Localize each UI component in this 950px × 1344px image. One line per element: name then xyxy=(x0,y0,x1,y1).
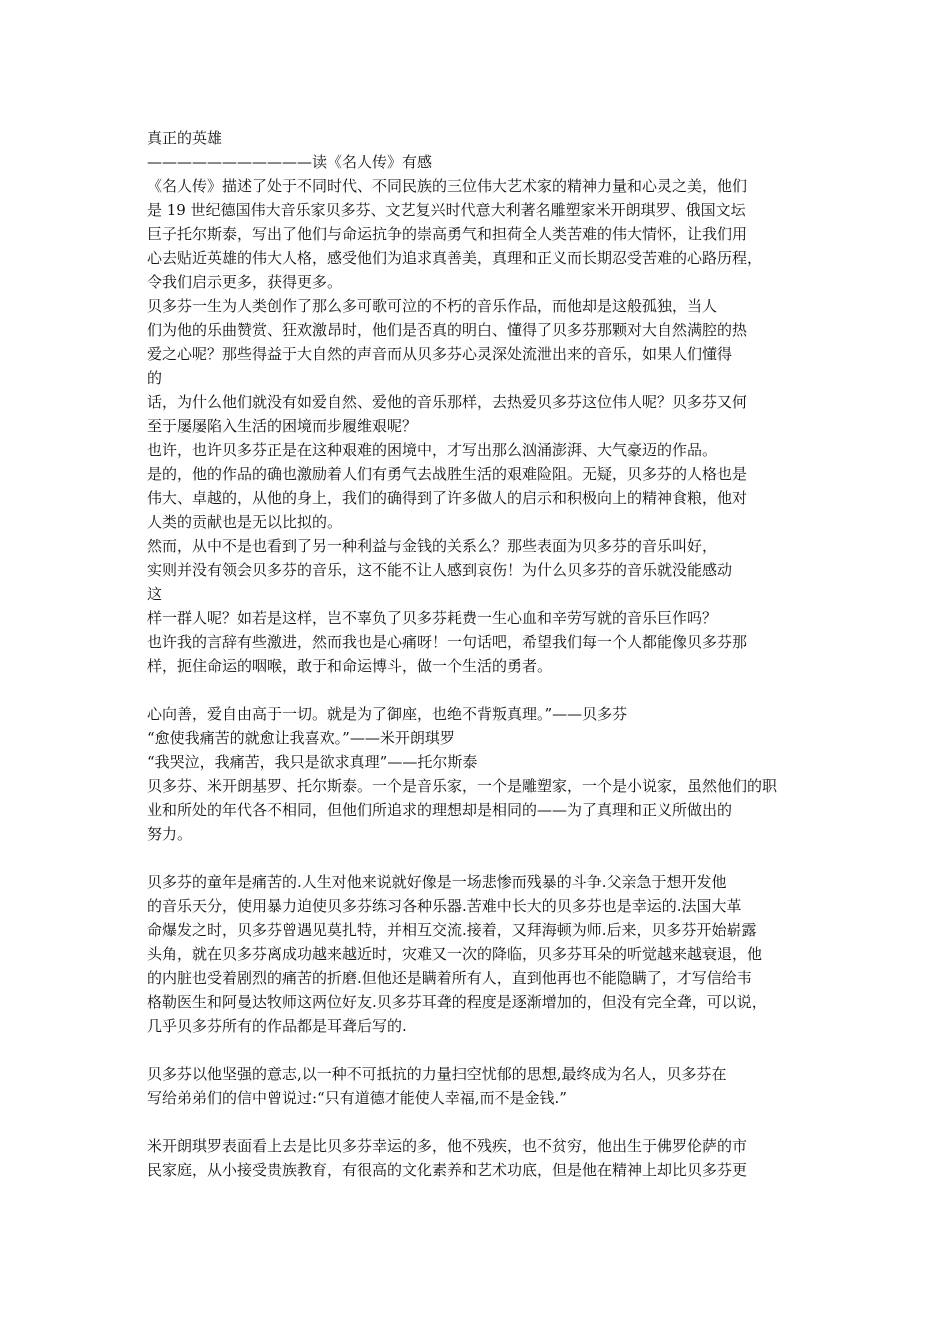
text-line: 们为他的乐曲赞赏、狂欢激昂时，他们是否真的明白、懂得了贝多芬那颗对大自然满腔的热 xyxy=(147,321,748,339)
text-line: 然而，从中不是也看到了另一种利益与金钱的关系么？那些表面为贝多芬的音乐叫好， xyxy=(147,537,718,555)
paragraph xyxy=(147,294,823,438)
text-line: 贝多芬的童年是痛苦的.人生对他来说就好像是一场悲惨而残暴的斗争.父亲急于想开发他 xyxy=(147,873,727,891)
text-line: “我哭泣，我痛苦，我只是欲求真理”——托尔斯泰 xyxy=(147,753,478,771)
text-line: 样一群人呢？如若是这样，岂不辜负了贝多芬耗费一生心血和辛劳写就的音乐巨作吗？ xyxy=(147,609,718,627)
text-line: 样，扼住命运的咽喉，敢于和命运博斗，做一个生活的勇者。 xyxy=(147,657,553,675)
text-line: 格勒医生和阿曼达牧师这两位好友.贝多芬耳聋的程度是逐渐增加的，但没有完全聋，可以说， xyxy=(147,993,767,1011)
text-line: 巨子托尔斯泰，写出了他们与命运抗争的崇高勇气和担荷全人类苦难的伟大情怀，让我们用 xyxy=(147,225,748,243)
text-line: 贝多芬、米开朗基罗、托尔斯泰。一个是音乐家，一个是雕塑家，一个是小说家，虽然他们的职 xyxy=(147,777,778,795)
text-line: 心去贴近英雄的伟大人格，感受他们为追求真善美，真理和正义而长期忍受苦难的心路历程， xyxy=(147,249,763,267)
text-line: 头角，就在贝多芬离成功越来越近时，灾难又一次的降临，贝多芬耳朵的听觉越来越衰退，他 xyxy=(147,945,763,963)
text-line: 实则并没有领会贝多芬的音乐，这不能不让人感到哀伤！为什么贝多芬的音乐就没能感动 xyxy=(147,561,733,579)
text-line: 写给弟弟们的信中曾说过:“只有道德才能使人幸福,而不是金钱.” xyxy=(147,1089,567,1107)
text-line: 《名人传》描述了处于不同时代、不同民族的三位伟大艺术家的精神力量和心灵之美，他们 xyxy=(147,177,748,195)
text-line: 民家庭，从小接受贵族教育，有很高的文化素养和艺术功底，但是他在精神上却比贝多芬更 xyxy=(147,1161,748,1179)
document-subtitle: ———————————读《名人传》有感 xyxy=(147,153,433,171)
text-line: 话，为什么他们就没有如爱自然、爱他的音乐那样，去热爱贝多芬这位伟人呢？贝多芬又何 xyxy=(147,393,748,411)
text-line: 是 19 世纪德国伟大音乐家贝多芬、文艺复兴时代意大利著名雕塑家米开朗琪罗、俄国文坛 xyxy=(147,201,746,219)
paragraph xyxy=(147,1134,823,1182)
text-line: 也许我的言辞有些激进，然而我也是心痛呀！一句话吧，希望我们每一个人都能像贝多芬那 xyxy=(147,633,748,651)
text-line: 贝多芬以他坚强的意志,以一种不可抵抗的力量扫空忧郁的思想,最终成为名人，贝多芬在 xyxy=(147,1065,727,1083)
text-line: 人类的贡献也是无以比拟的。 xyxy=(147,513,343,531)
paragraph xyxy=(147,438,823,462)
text-line: 心向善，爱自由高于一切。就是为了御座，也绝不背叛真理。”——贝多芬 xyxy=(147,705,628,723)
text-line: 的内脏也受着剧烈的痛苦的折磨.但他还是瞒着所有人，直到他再也不能隐瞒了，才写信给韦 xyxy=(147,969,752,987)
paragraph xyxy=(147,870,823,1038)
text-line: 伟大、卓越的，从他的身上，我们的确得到了许多做人的启示和积极向上的精神食粮，他对 xyxy=(147,489,748,507)
paragraph xyxy=(147,534,823,630)
paragraph-spacer xyxy=(147,1038,823,1062)
text-line: 也许，也许贝多芬正是在这种艰难的困境中，才写出那么汹涌澎湃、大气豪迈的作品。 xyxy=(147,441,718,459)
text-line: “愈使我痛苦的就愈让我喜欢。”——米开朗琪罗 xyxy=(147,729,455,747)
text-line: 的音乐天分，使用暴力迫使贝多芬练习各种乐器.苦难中长大的贝多芬也是幸运的.法国大革 xyxy=(147,897,742,915)
text-line: 努力。 xyxy=(147,825,193,843)
paragraph xyxy=(147,462,823,534)
document-title: 真正的英雄 xyxy=(147,129,223,147)
document-page xyxy=(147,126,823,1182)
paragraph-spacer xyxy=(147,1110,823,1134)
text-line: 几乎贝多芬所有的作品都是耳聋后写的. xyxy=(147,1017,407,1035)
paragraph xyxy=(147,630,823,678)
text-line: 令我们启示更多，获得更多。 xyxy=(147,273,343,291)
text-line: 至于屡屡陷入生活的困境而步履维艰呢？ xyxy=(147,417,418,435)
document-body xyxy=(147,174,823,1182)
text-line: 贝多芬一生为人类创作了那么多可歌可泣的不朽的音乐作品，而他却是这般孤独，当人 xyxy=(147,297,718,315)
text-line: 命爆发之时，贝多芬曾遇见莫扎特，并相互交流.接着，又拜海顿为师.后来，贝多芬开始崭露 xyxy=(147,921,757,939)
paragraph-spacer xyxy=(147,846,823,870)
paragraph xyxy=(147,174,823,294)
paragraph-spacer xyxy=(147,678,823,702)
text-line: 米开朗琪罗表面看上去是比贝多芬幸运的多，他不残疾，也不贫穷，他出生于佛罗伦萨的市 xyxy=(147,1137,748,1155)
paragraph xyxy=(147,702,823,846)
text-line: 的 xyxy=(147,369,163,387)
paragraph xyxy=(147,1062,823,1110)
text-line: 业和所处的年代各不相同，但他们所追求的理想却是相同的——为了真理和正义所做出的 xyxy=(147,801,733,819)
text-line: 这 xyxy=(147,585,163,603)
text-line: 爱之心呢？那些得益于大自然的声音而从贝多芬心灵深处流泄出来的音乐，如果人们懂得 xyxy=(147,345,733,363)
text-line: 是的，他的作品的确也激励着人们有勇气去战胜生活的艰难险阻。无疑，贝多芬的人格也是 xyxy=(147,465,748,483)
